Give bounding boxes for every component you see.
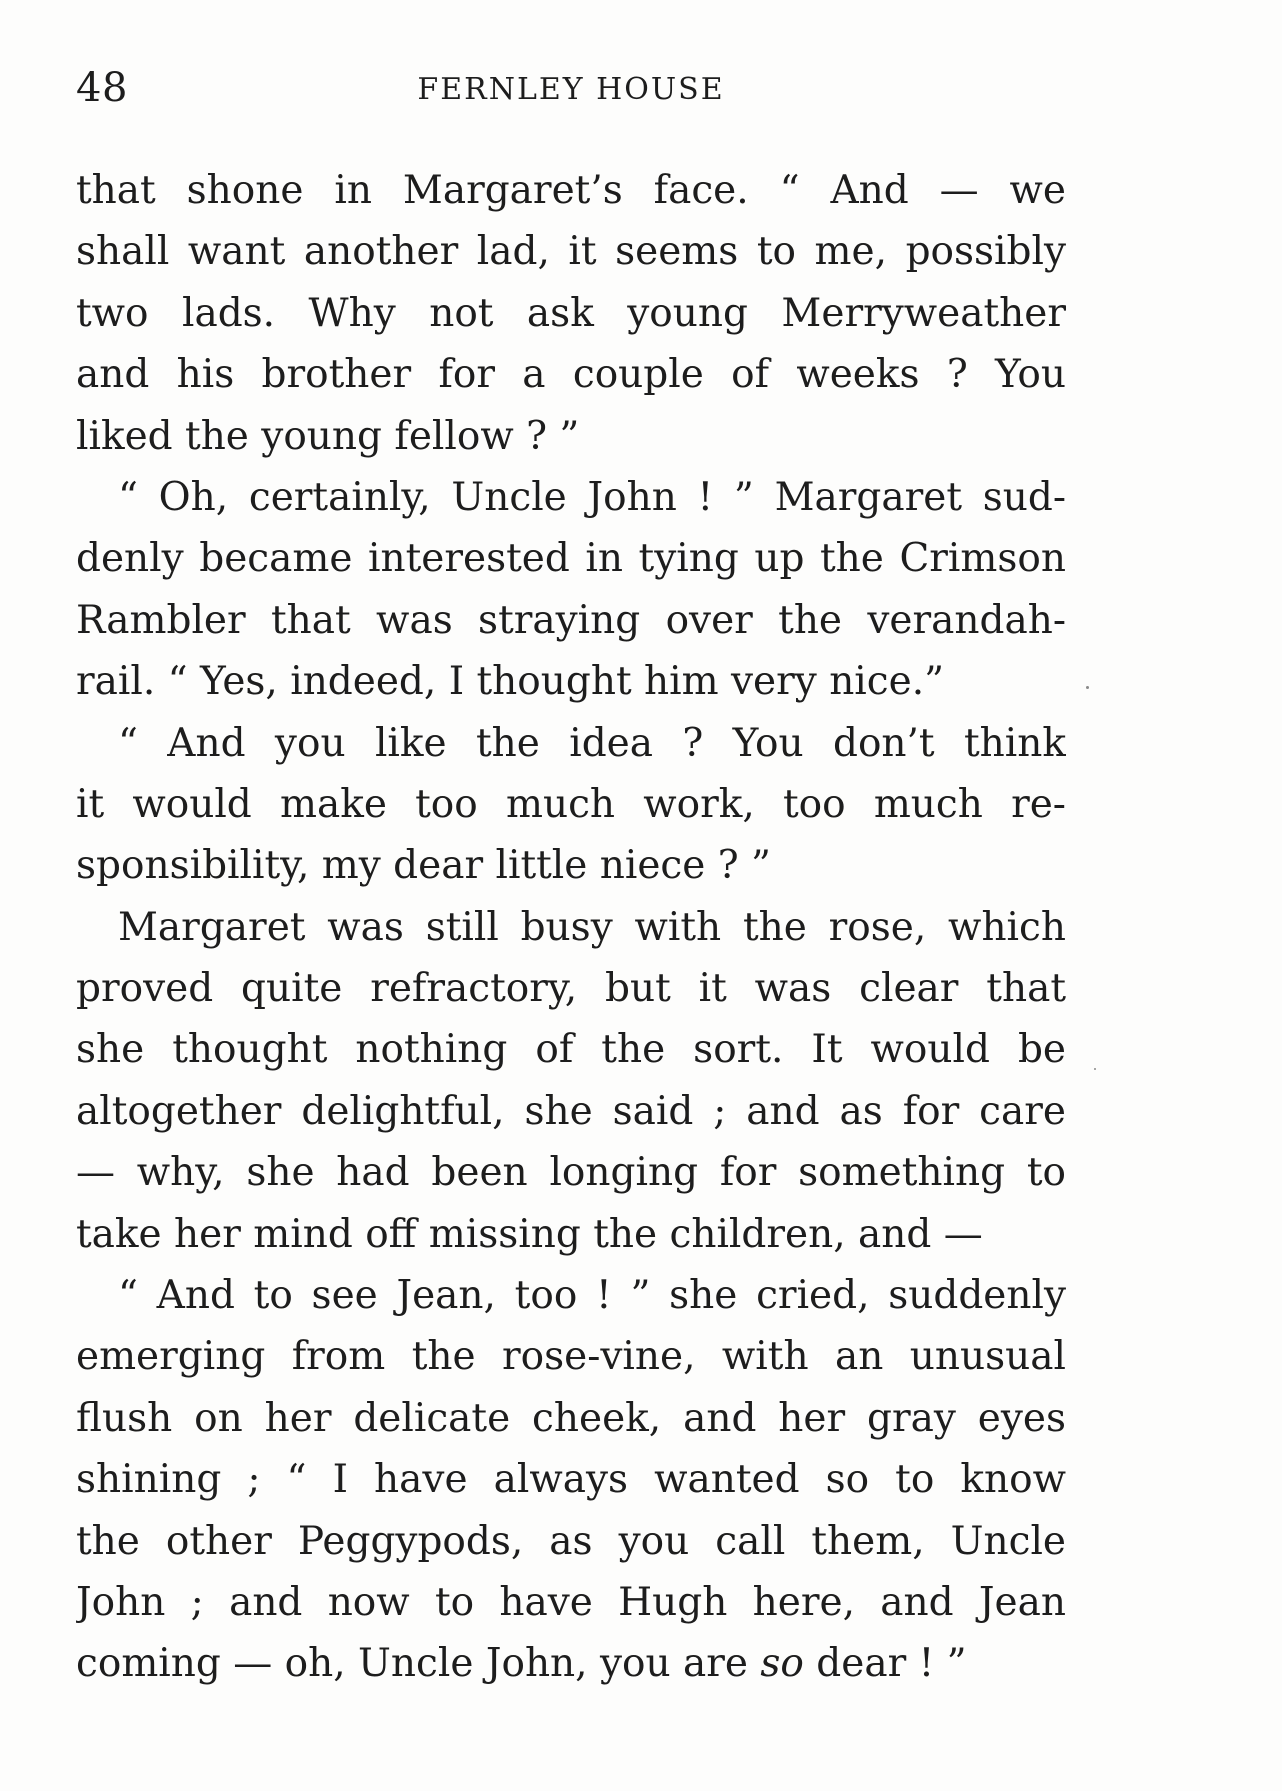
text-line: two lads. Why not ask young Merryweather [76,290,1066,336]
text-line: shining ; “ I have always wanted so to know [76,1457,1066,1503]
text-line: that shone in Margaret’s face. “ And — we [76,168,1066,213]
page-number: 48 [76,65,128,111]
paragraph-first-line: “ And you like the idea ? You don’t think [118,720,1066,766]
text-line: proved quite refractory, but it was clear that [76,966,1066,1012]
paper-speck [1086,686,1089,689]
text-line: take her mind off missing the children, and — [76,1211,983,1257]
emphasis-text: so [760,1641,804,1687]
text-line: John ; and now to have Hugh here, and Jean [76,1579,1066,1625]
final-line-before: coming — oh, Uncle John, you are [76,1641,761,1687]
body-text [76,160,1066,1695]
running-head: FERNLEY HOUSE [417,72,725,107]
text-line: flush on her delicate cheek, and her gray eyes [76,1395,1066,1441]
text-line: shall want another lad, it seems to me, possibly [76,229,1066,275]
text-line: liked the young fellow ? ” [76,413,580,459]
text-line: emerging from the rose-vine, with an unusual [76,1334,1066,1380]
final-line-after: dear ! ” [803,1641,967,1687]
text-line: Rambler that was straying over the verandah- [76,597,1066,643]
text-line: it would make too much work, too much re- [76,781,1066,827]
text-line: sponsibility, my dear little niece ? ” [76,843,771,889]
paragraph-first-line: Margaret was still busy with the rose, which [118,904,1066,950]
paragraph-first-line: “ And to see Jean, too ! ” she cried, suddenly [118,1273,1066,1319]
paragraph-first-line: “ Oh, certainly, Uncle John ! ” Margaret sud- [118,474,1066,520]
page-header [76,62,1066,114]
text-line: altogether delightful, she said ; and as for care [76,1088,1066,1134]
text-line: she thought nothing of the sort. It would be [76,1027,1066,1073]
text-line: the other Peggypods, as you call them, Uncle [76,1518,1066,1564]
text-line: rail. “ Yes, indeed, I thought him very nice.” [76,659,945,705]
text-line: and his brother for a couple of weeks ? You [76,352,1066,398]
text-line: — why, she had been longing for something to [76,1150,1066,1196]
paper-speck [1094,1068,1096,1070]
final-text-line [76,1633,1066,1694]
text-line: denly became interested in tying up the Crimson [76,536,1066,582]
